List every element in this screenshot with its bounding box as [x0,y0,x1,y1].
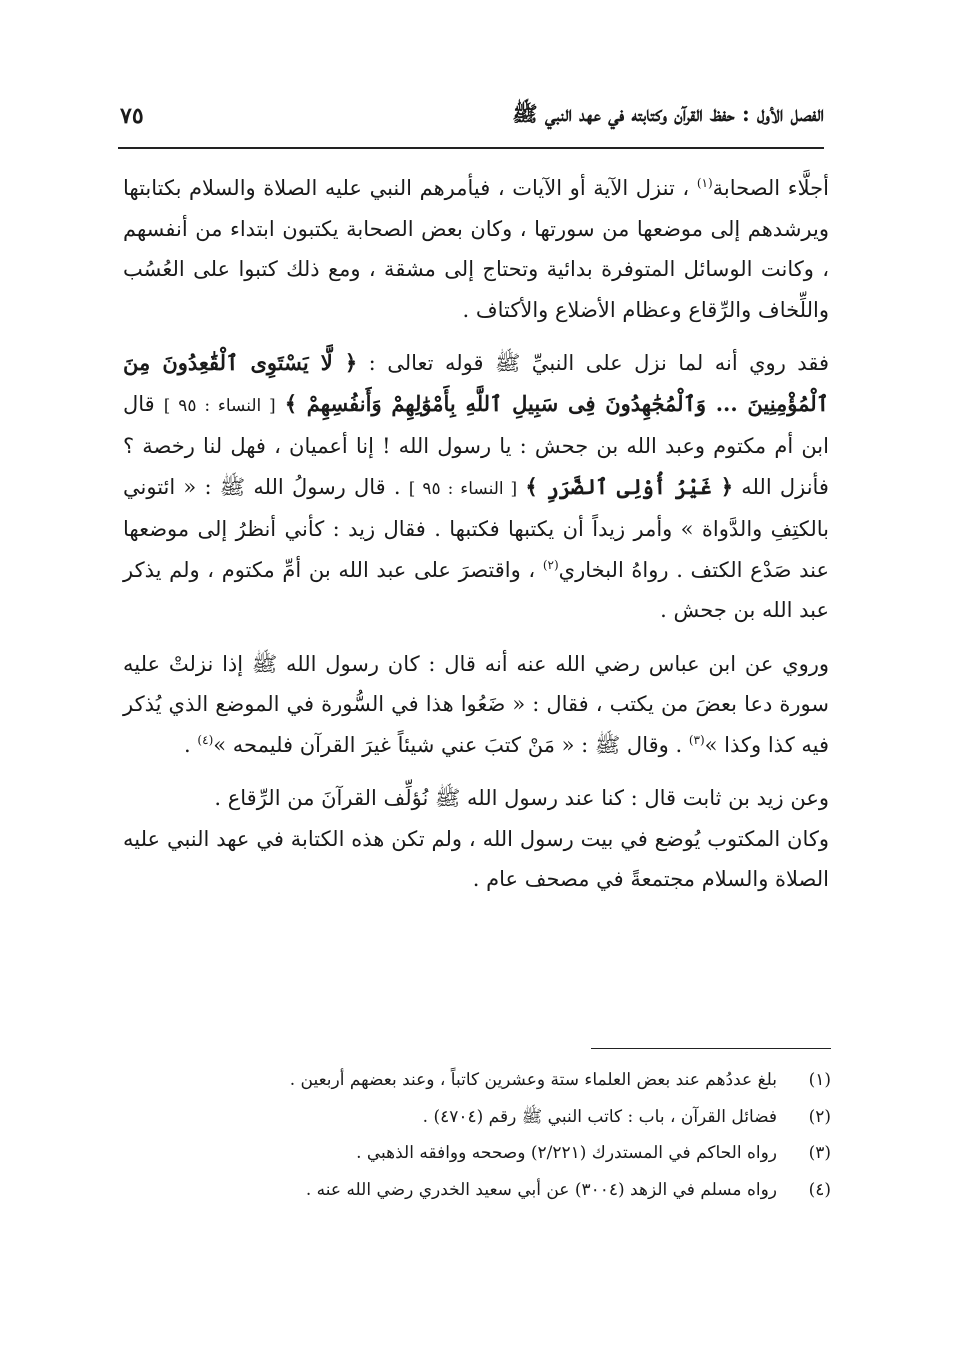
text-run: وروي عن ابن عباس رضي الله عنه أنه قال : كان رسول الله ﷺ إذا نزلتْ عليه سورة دعا بعضَ من يكتب ، فقال : « ضَعُوا هذا في السُّورة في الموضع الذي يُذكر فيه كذا وكذا » [123,651,829,757]
footnote-item [160,1099,831,1136]
paragraph-1 [123,168,829,330]
main-text [123,168,829,900]
header-rule [118,147,824,149]
text-run: . قال رسولُ الله ﷺ : « ائتوني بالكتِفِ والدَّواة » وأمر زيداً أن يكتبها فكتبها . فقال زيد : كأني أنظرُ إلى موضعها عند صَدْع الكتف . رواهُ البخاري [123,474,829,582]
footnote-ref-1: (١) [696,176,713,190]
quran-verse-2: ﴿ غَيْرُ أُوْلِى ٱلضَّرَرِ ﴾ [525,473,733,499]
footnotes [160,1062,831,1208]
footnote-text: رواه الحاكم في المستدرك (٢/٢٢١) وصححه ووافقه الذهبي . [356,1143,777,1163]
text-run: ، واقتصرَ على عبد الله بن أمِّ مكتوم ، ولم يذكر عبد الله بن جحش . [123,557,829,622]
footnote-number: (٤) [808,1179,831,1200]
footnote-ref-4: (٤) [197,732,214,747]
paragraph-5: وكان المكتوب يُوضع في بيت رسول الله ، ولم تكن هذه الكتابة في عهد النبي عليه الصلاة والسلام مجتمعةً في مصحف عام . [123,826,829,891]
surah-reference-2: [ النساء : ٩٥ ] [408,478,518,499]
text-run: أجلَّاء الصحابة [712,176,829,200]
footnote-ref-2: (٢) [542,557,559,572]
footnote-item [160,1135,831,1172]
paragraph-4: وعن زيد بن ثابت قال : كنا عند رسول الله ﷺ نُؤلِّف القرآنَ من الرِّقاع . [214,786,829,810]
text-run: قال ابن أم مكتوم وعبد الله بن جحش : يا رسول الله ! إنا أعميان ، فهل لنا رخصة ؟ فأنزل الله [123,391,829,499]
footnote-item [160,1062,831,1099]
footnote-separator [591,1048,831,1049]
quran-verse-1: ﴿ لَّا يَسْتَوِى ٱلْقَٰعِدُونَ مِنَ ٱلْمُؤْمِنِينَ ... وَٱلْمُجَٰهِدُونَ فِى سَبِيلِ ٱللَّهِ بِأَمْوَٰلِهِمْ وَأَنفُسِهِمْ ﴾ [123,350,829,416]
text-run: فقد روي أنه لما نزل على النبيِّ ﷺ قوله تعالى : [368,351,829,375]
paragraph-3 [123,644,829,766]
text-run: ، تنزل الآية أو الآيات ، فيأمرهم النبي عليه الصلاة والسلام بكتابتها ويرشدهم إلى موضعها من سورتها ، وكان بعض الصحابة يكتبون ابتداء من أنفسهم ، وكانت الوسائل المتوفرة بدائية وتحتاج إلى مشقة ، ومع ذلك كتبوا على العُسُب واللِّخاف والرِّقاع وعظام الأضلاع والأكتاف . [123,176,829,322]
footnote-number: (١) [808,1070,831,1090]
paragraph-2 [123,343,829,631]
footnote-item [160,1172,831,1209]
running-header [120,92,824,140]
page-number: ٧٥ [120,103,144,129]
footnote-text: بلغ عددُهم عند بعض العلماء ستة وعشرين كاتباً ، وعند بعضهم أربعين . [289,1070,777,1090]
footnote-number: (٣) [808,1143,831,1163]
footnote-text: فضائل القرآن ، باب : كاتب النبي ﷺ رقم (٤٧٠٤) . [422,1106,777,1127]
chapter-title: الفصل الأول : حفظ القرآن وكتابته في عهد النبي ﷺ [512,100,824,126]
footnote-number: (٢) [808,1106,831,1127]
text-run: . [184,732,191,757]
footnote-ref-3: (٣) [688,732,705,747]
text-run: . وقال ﷺ : « مَنْ كتبَ عني شيئاً غيرَ القرآن فليمحه » [213,732,683,757]
surah-reference-1: [ النساء : ٩٥ ] [163,395,276,416]
footnote-text: رواه مسلم في الزهد (٣٠٠٤) عن أبي سعيد الخدري رضي الله عنه . [305,1179,777,1200]
